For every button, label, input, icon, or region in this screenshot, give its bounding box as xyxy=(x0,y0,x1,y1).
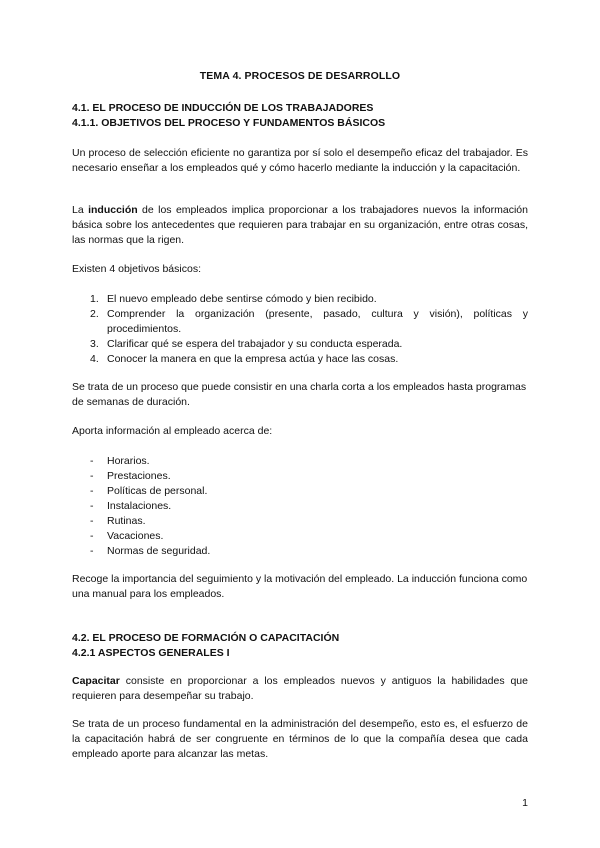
list-item-text: Horarios. xyxy=(107,455,150,467)
list-item-text: Clarificar qué se espera del trabajador y su conducta esperada. xyxy=(107,338,403,350)
list-number: 2. xyxy=(90,308,99,320)
term-induccion: inducción xyxy=(88,204,138,216)
list-item xyxy=(72,529,528,544)
list-item-text: Rutinas. xyxy=(107,515,146,527)
list-item xyxy=(72,307,528,337)
info-list xyxy=(72,454,528,559)
list-item xyxy=(72,484,528,499)
list-item-text: Instalaciones. xyxy=(107,500,172,512)
list-item xyxy=(72,454,528,469)
list-dash: - xyxy=(90,500,94,512)
list-item xyxy=(72,352,528,367)
term-capacitar: Capacitar xyxy=(72,675,120,687)
paragraph-objetivos-intro: Existen 4 objetivos básicos: xyxy=(72,263,201,275)
objectives-list xyxy=(72,292,528,367)
paragraph-aporta: Aporta información al empleado acerca de: xyxy=(72,425,273,437)
paragraph-induccion-pre: La xyxy=(72,204,89,216)
section-heading-4-1: 4.1. EL PROCESO DE INDUCCIÓN DE LOS TRABAJADORES xyxy=(72,102,374,114)
list-number: 3. xyxy=(90,338,99,350)
list-item xyxy=(72,544,528,559)
list-item xyxy=(72,337,528,352)
list-item-text: Políticas de personal. xyxy=(107,485,208,497)
page-number: 1 xyxy=(522,797,528,809)
paragraph-capacitar-post: consiste en proporcionar a los empleados nuevos y antiguos la habilidades que requieren para desempeñar su trabajo. xyxy=(72,675,528,702)
paragraph-induccion xyxy=(72,203,528,248)
paragraph-desempeno: Se trata de un proceso fundamental en la administración del desempeño, esto es, el esfuerzo de la capacitación habrá de ser congruente en términos de lo que la compañía desea que cada empleado aporte para alcanzar las metas. xyxy=(72,718,528,760)
list-item-text: Comprender la organización (presente, pasado, cultura y visión), políticas y procedimientos. xyxy=(107,308,528,335)
list-dash: - xyxy=(90,455,94,467)
subsection-heading-4-1-1: 4.1.1. OBJETIVOS DEL PROCESO Y FUNDAMENTOS BÁSICOS xyxy=(72,117,386,129)
paragraph-induccion-post: de los empleados implica proporcionar a los trabajadores nuevos la información básica sobre los antecedentes que requieren para trabajar en su organización, entre otras cosas, las normas que la rigen. xyxy=(72,204,528,246)
list-item-text: Prestaciones. xyxy=(107,470,171,482)
list-item xyxy=(72,499,528,514)
paragraph-duracion: Se trata de un proceso que puede consistir en una charla corta a los empleados hasta programas de semanas de duración. xyxy=(72,381,527,408)
document-title: TEMA 4. PROCESOS DE DESARROLLO xyxy=(199,70,401,82)
list-dash: - xyxy=(90,470,94,482)
list-number: 4. xyxy=(90,353,99,365)
list-dash: - xyxy=(90,545,94,557)
list-dash: - xyxy=(90,530,94,542)
paragraph-seguimiento: Recoge la importancia del seguimiento y la motivación del empleado. La inducción funciona como una manual para los empleados. xyxy=(72,573,528,600)
section-heading-4-2: 4.2. EL PROCESO DE FORMACIÓN O CAPACITACIÓN xyxy=(72,632,340,644)
list-item-text: Conocer la manera en que la empresa actúa y hace las cosas. xyxy=(107,353,399,365)
list-item-text: Normas de seguridad. xyxy=(107,545,211,557)
list-item xyxy=(72,292,528,307)
paragraph-seleccion: Un proceso de selección eficiente no garantiza por sí solo el desempeño eficaz del trabajador. Es necesario enseñar a los empleados qué y cómo hacerlo mediante la inducción y la capacitación. xyxy=(72,147,528,174)
list-dash: - xyxy=(90,515,94,527)
list-item-text: Vacaciones. xyxy=(107,530,164,542)
list-item xyxy=(72,514,528,529)
list-dash: - xyxy=(90,485,94,497)
list-item xyxy=(72,469,528,484)
paragraph-capacitar xyxy=(72,674,528,704)
subsection-heading-4-2-1: 4.2.1 ASPECTOS GENERALES I xyxy=(72,647,230,659)
list-item-text: El nuevo empleado debe sentirse cómodo y bien recibido. xyxy=(107,293,377,305)
list-number: 1. xyxy=(90,293,99,305)
